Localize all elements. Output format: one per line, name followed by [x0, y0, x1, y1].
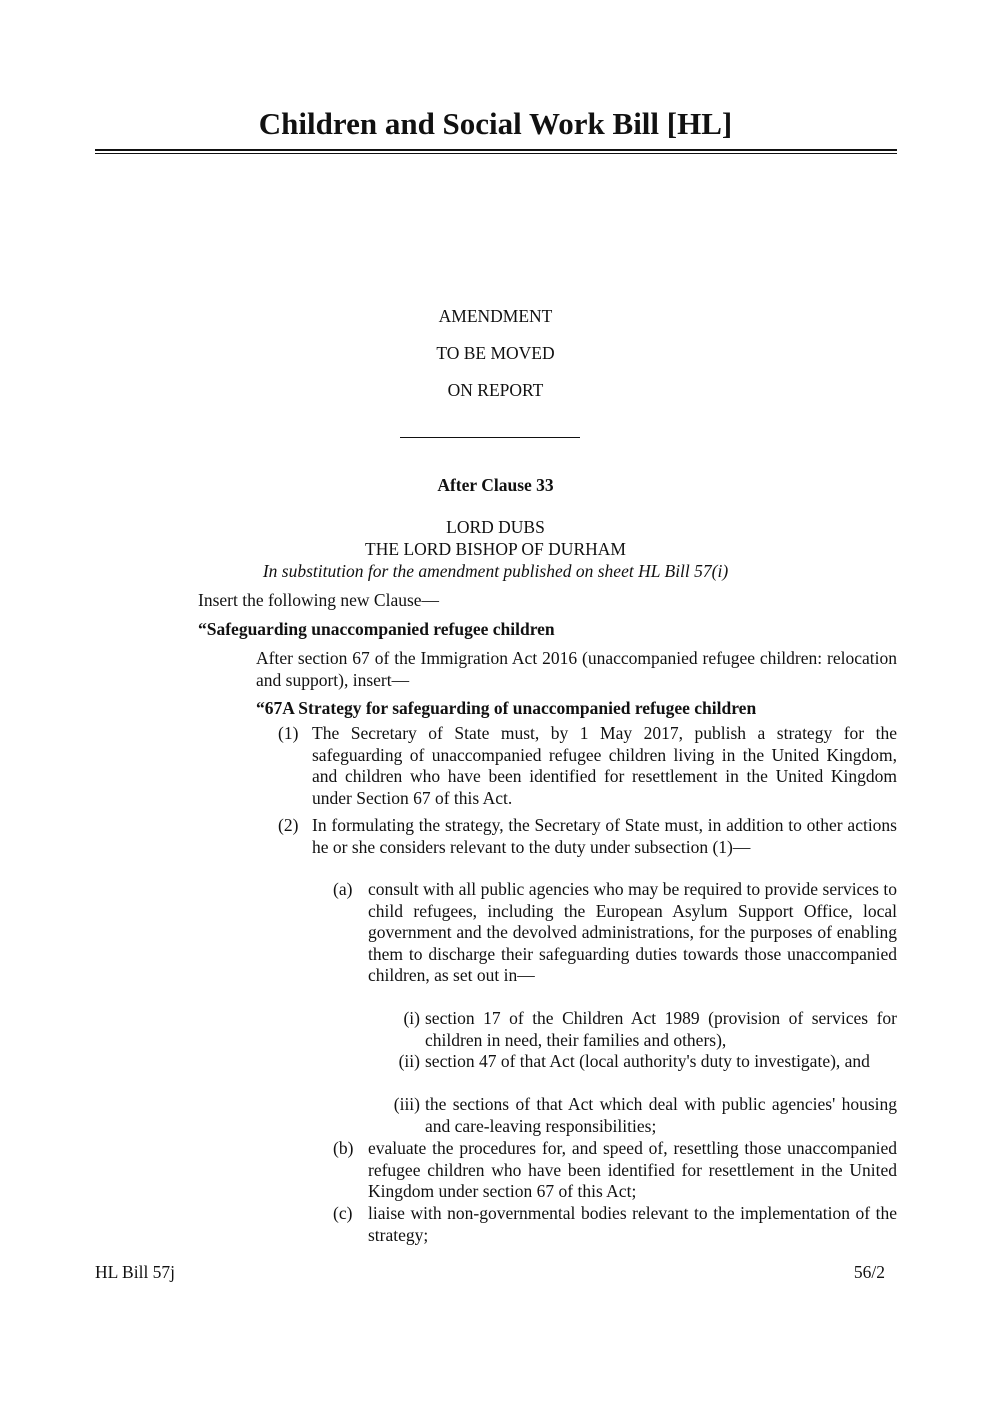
subsection-text: In formulating the strategy, the Secretary of State must, in addition to other actions he or she considers relevant to the duty under subsection (1)— — [312, 815, 897, 857]
intro-paragraph: After section 67 of the Immigration Act 2016 (unaccompanied refugee children: relocation and support), insert— — [256, 648, 897, 690]
subparagraph-label: (ii) — [398, 1051, 420, 1071]
title-rule-thin — [95, 153, 897, 154]
subsection-text: The Secretary of State must, by 1 May 2017, publish a strategy for the safeguarding of unaccompanied refugee children living in the United Kingdom, and children who have been identified for resettlement in the United Kingdom under Section 67 of this Act. — [312, 723, 897, 808]
paragraph-label: (c) — [333, 1203, 353, 1223]
bill-title: Children and Social Work Bill [HL] — [258, 106, 733, 141]
title-rule — [95, 149, 897, 151]
subparagraph-i — [403, 1008, 897, 1051]
subsection-label: (1) — [278, 723, 299, 743]
subsection-label: (2) — [278, 815, 299, 835]
paragraph-text: liaise with non-governmental bodies relevant to the implementation of the strategy; — [368, 1203, 897, 1245]
subsection-2 — [278, 815, 897, 858]
subparagraph-text: section 47 of that Act (local authority's duty to investigate), and — [425, 1051, 870, 1071]
paragraph-text: evaluate the procedures for, and speed of, resettling those unaccompanied refugee children who have been identified for resettlement in the United Kingdom under section 67 of this Act; — [368, 1138, 897, 1202]
mover: THE LORD BISHOP OF DURHAM — [365, 539, 626, 559]
after-clause: After Clause 33 — [437, 475, 554, 495]
footer-page-ref: 56/2 — [853, 1262, 885, 1282]
subparagraph-ii — [398, 1051, 897, 1073]
paragraph-b — [333, 1138, 897, 1203]
clause-title: “Safeguarding unaccompanied refugee children — [198, 619, 555, 639]
paragraph-a — [333, 879, 897, 987]
subparagraph-iii — [393, 1094, 897, 1137]
paragraph-text: consult with all public agencies who may be required to provide services to child refugees, including the European Asylum Support Office, local government and the devolved administrations, for the purposes of enabling them to discharge their safeguarding duties towards those unaccompanied children, as set out in— — [368, 879, 897, 986]
footer-bill-number: HL Bill 57j — [95, 1262, 176, 1282]
paragraph-c — [333, 1203, 897, 1246]
subparagraph-label: (iii) — [393, 1094, 420, 1114]
paragraph-label: (b) — [333, 1138, 354, 1158]
subsection-1 — [278, 723, 897, 809]
heading-line: AMENDMENT — [438, 306, 553, 326]
mover: LORD DUBS — [446, 517, 545, 537]
heading-line: TO BE MOVED — [436, 343, 555, 363]
subparagraph-text: the sections of that Act which deal with public agencies' housing and care-leaving responsibilities; — [425, 1094, 897, 1136]
section-title: “67A Strategy for safeguarding of unaccompanied refugee children — [256, 698, 757, 718]
divider — [400, 437, 580, 438]
subparagraph-label: (i) — [403, 1008, 420, 1028]
paragraph-label: (a) — [333, 879, 353, 899]
heading-line: ON REPORT — [447, 380, 544, 400]
insert-instruction: Insert the following new Clause— — [198, 590, 440, 610]
subparagraph-text: section 17 of the Children Act 1989 (provision of services for children in need, their families and others), — [425, 1008, 897, 1050]
substitution-note: In substitution for the amendment published on sheet HL Bill 57(i) — [262, 561, 729, 581]
